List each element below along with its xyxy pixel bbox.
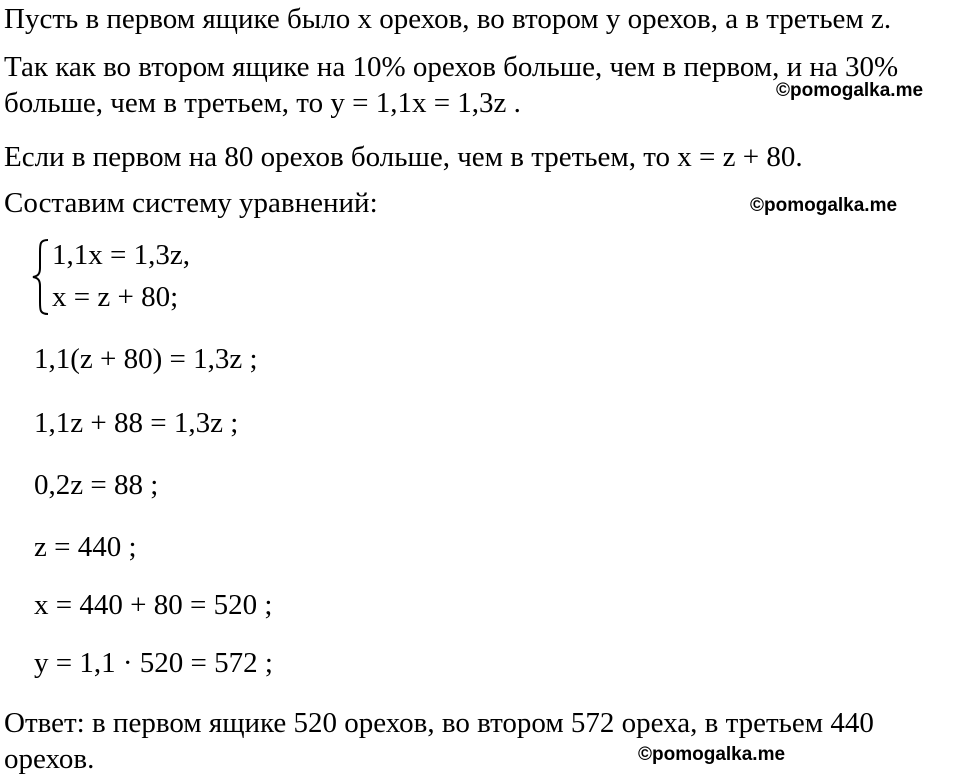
system-equation-1: 1,1x = 1,3z, [52,239,190,271]
system-equation-2: x = z + 80; [52,281,179,313]
step-4: z = 440 ; [34,531,137,563]
intro-line-2: Так как во втором ящике на 10% орехов больше, чем в первом, и на 30% [4,51,899,83]
answer-line-1: Ответ: в первом ящике 520 орехов, во втором 572 ореха, в третьем 440 [4,707,874,739]
intro-line-3: больше, чем в третьем, то y = 1,1x = 1,3z . [4,87,521,119]
watermark-1: ©pomogalka.me [776,80,924,101]
system-brace-icon [30,238,52,316]
step-1: 1,1(z + 80) = 1,3z ; [34,343,258,375]
step-3: 0,2z = 88 ; [34,469,159,501]
step-2: 1,1z + 88 = 1,3z ; [34,407,239,439]
intro-line-5: Составим систему уравнений: [4,187,378,219]
step-5: x = 440 + 80 = 520 ; [34,589,273,621]
intro-line-1: Пусть в первом ящике было x орехов, во втором y орехов, а в третьем z. [4,3,892,35]
step-6: y = 1,1 · 520 = 572 ; [34,647,273,679]
watermark-2: ©pomogalka.me [750,195,898,216]
answer-line-2: орехов. [4,743,95,775]
intro-line-4: Если в первом на 80 орехов больше, чем в третьем, то x = z + 80. [4,141,803,173]
watermark-3: ©pomogalka.me [638,744,786,765]
